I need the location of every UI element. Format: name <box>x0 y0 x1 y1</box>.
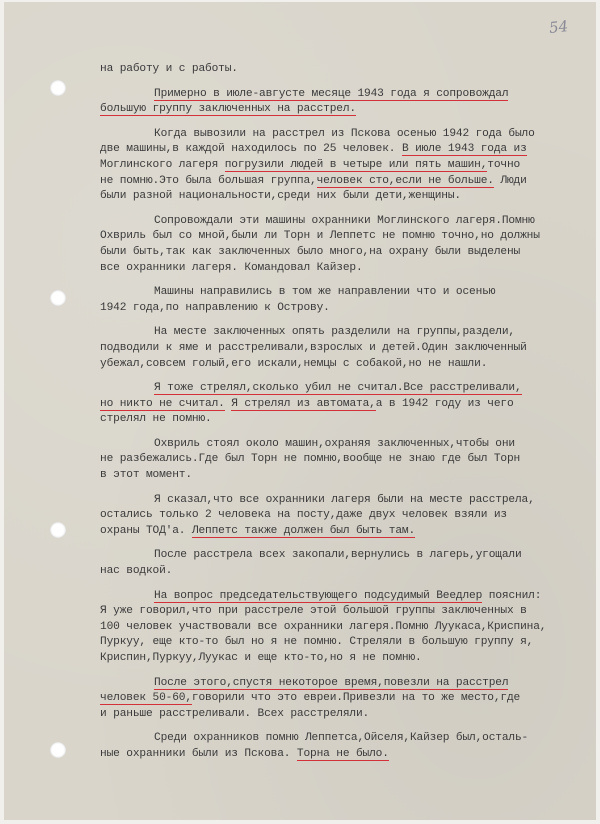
text-line <box>100 301 590 317</box>
paragraph <box>100 381 590 428</box>
text-segment: Машины направились в том же направлении что и осенью <box>154 286 496 299</box>
punch-hole <box>50 80 66 96</box>
text-segment: были быть,так как заключенных было много,на охрану были выделены <box>100 245 521 258</box>
text-line <box>100 676 590 692</box>
text-line <box>100 142 590 158</box>
text-line <box>100 508 590 524</box>
text-line <box>100 189 590 205</box>
paragraph <box>100 127 590 205</box>
text-segment: На месте заключенных опять разделили на группы,раздели, <box>154 326 515 339</box>
text-line <box>100 468 590 484</box>
text-line <box>100 229 590 245</box>
text-line <box>100 285 590 301</box>
text-line <box>100 452 590 468</box>
paragraph <box>100 87 590 118</box>
page-number: 54 <box>548 17 569 37</box>
text-segment: Охвриль был со мной,были ли Торн и Леппетс не помню точно,но должны <box>100 230 540 243</box>
text-segment: а в 1942 году из чего <box>375 397 514 410</box>
text-segment: охраны ТОД'а. <box>100 524 192 537</box>
text-segment: 100 человек участвовали все охранники лагеря.Помню Луукаса,Криспина, <box>100 620 547 633</box>
paragraph <box>100 676 590 723</box>
text-line <box>100 707 590 723</box>
punch-hole <box>50 742 66 758</box>
document-page <box>4 2 596 820</box>
text-segment: подводили к яме и расстреливали,взрослых и детей.Один заключенный <box>100 341 527 354</box>
text-line <box>100 87 590 103</box>
underlined-text: Я стрелял из автомата, <box>231 397 376 410</box>
text-segment: ные охранники были из Пскова. <box>100 747 297 760</box>
paragraph <box>100 548 590 579</box>
text-line <box>100 127 590 143</box>
text-segment: в этот момент. <box>100 469 192 482</box>
underlined-text: но никто не считал. <box>100 397 225 410</box>
text-segment: были разной национальности,среди них были дети,женщины. <box>100 190 461 203</box>
underlined-text: Торна не было. <box>296 747 389 760</box>
text-segment: Сопровождали эти машины охранники Моглинского лагеря.Помню <box>154 214 535 227</box>
text-line <box>100 62 590 78</box>
text-segment: стрелял не помню. <box>100 413 212 426</box>
paragraph <box>100 731 590 762</box>
paragraph <box>100 437 590 484</box>
text-line <box>100 397 590 413</box>
text-line <box>100 158 590 174</box>
text-line <box>100 325 590 341</box>
text-line <box>100 691 590 707</box>
text-segment: Пуркуу, еще кто-то был но я не помню. Стреляли в большую группу я, <box>100 636 534 649</box>
text-line <box>100 437 590 453</box>
text-line <box>100 245 590 261</box>
paragraph <box>100 493 590 540</box>
underlined-text: Я тоже стрелял,сколько убил не считал.Все расстреливали, <box>154 382 522 395</box>
text-line <box>100 548 590 564</box>
text-segment: на работу и с работы. <box>100 63 238 75</box>
text-segment: убежал,совсем голый,его искали,немцы с собакой,но не нашли. <box>100 357 488 370</box>
typed-text <box>100 62 590 763</box>
underlined-text: большую группу заключенных на расстрел. <box>100 103 356 116</box>
text-segment: 1942 года,по направлению к Острову. <box>100 301 330 314</box>
text-line <box>100 174 590 190</box>
paragraph <box>100 325 590 372</box>
text-segment: не разбежались.Где был Торн не помню,вообще не знаю где был Торн <box>100 453 521 466</box>
text-segment: После расстрела всех закопали,вернулись в лагерь,угощали <box>154 549 522 562</box>
text-line <box>100 261 590 277</box>
text-segment: все охранники лагеря. Командовал Кайзер. <box>100 261 363 274</box>
text-segment: пояснил: <box>482 589 542 602</box>
text-line <box>100 214 590 230</box>
text-line <box>100 747 590 763</box>
text-line <box>100 412 590 428</box>
text-line <box>100 651 590 667</box>
text-line <box>100 524 590 540</box>
text-segment: Я уже говорил,что при расстреле этой большой группы заключенных в <box>100 605 527 618</box>
text-line <box>100 635 590 651</box>
text-line <box>100 357 590 373</box>
text-segment: Люди <box>493 174 527 187</box>
text-line <box>100 620 590 636</box>
paragraph <box>100 589 590 667</box>
underlined-text: человек сто,если не больше. <box>316 174 494 187</box>
text-line <box>100 102 590 118</box>
text-line <box>100 589 590 605</box>
underlined-text: Примерно в июле-августе месяце 1943 года я сопровождал <box>154 87 509 100</box>
text-segment: Среди охранников помню Леппетса,Ойселя,Кайзер был,осталь- <box>154 732 529 745</box>
underlined-text: В июле 1943 года из <box>401 143 527 156</box>
paragraph <box>100 62 590 78</box>
underlined-text: На вопрос председательствующего подсудимый Веедлер <box>154 589 483 602</box>
punch-hole <box>50 522 66 538</box>
text-segment: и раньше расстреливали. Всех расстреляли. <box>100 707 370 720</box>
text-segment: Охвриль стоял около машин,охраняя заключенных,чтобы они <box>154 437 515 450</box>
underlined-text: человек 50-60, <box>100 692 192 705</box>
punch-hole <box>50 290 66 306</box>
text-segment: Моглинского лагеря <box>100 158 225 171</box>
text-line <box>100 341 590 357</box>
underlined-text: Леппетс также должен был быть там. <box>191 524 416 537</box>
text-segment: не помню.Это была большая группа, <box>100 174 317 187</box>
text-line <box>100 604 590 620</box>
text-segment: остались только 2 человека на посту,даже двух человек взяли из <box>100 509 507 522</box>
text-segment: Я сказал,что все охранники лагеря были на месте расстрела, <box>154 493 535 506</box>
text-segment: говорили что это евреи.Привезли на то же место,где <box>191 692 521 705</box>
text-segment: две машины,в каждой находилось по 25 человек. <box>100 143 402 156</box>
text-segment: Криспин,Пуркуу,Луукас и еще кто-то,но я не помню. <box>100 652 422 664</box>
paragraph <box>100 285 590 316</box>
underlined-text: погрузили людей в четыре или пять машин, <box>224 158 488 171</box>
text-line <box>100 381 590 397</box>
underlined-text: После этого,спустя некоторое время,повезли на расстрел <box>154 676 509 689</box>
text-line <box>100 493 590 509</box>
text-segment: точно <box>487 158 521 171</box>
text-line <box>100 564 590 580</box>
text-segment: нас водкой. <box>100 565 173 578</box>
text-segment: Когда вывозили на расстрел из Пскова осенью 1942 года было <box>154 127 535 140</box>
text-line <box>100 731 590 747</box>
paragraph <box>100 214 590 276</box>
